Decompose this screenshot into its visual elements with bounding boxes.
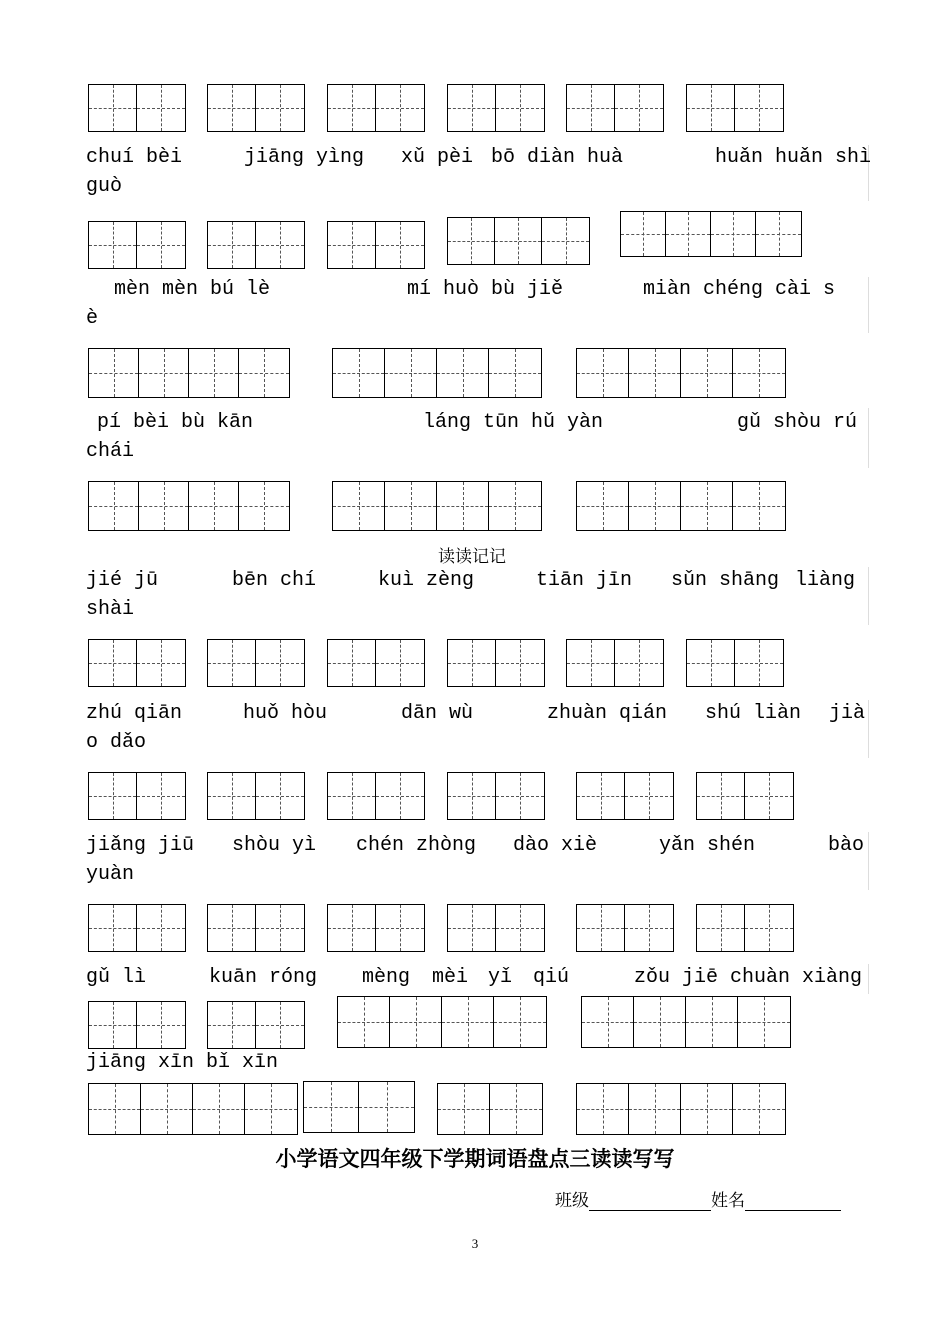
writing-grid: [207, 904, 305, 952]
pinyin-word: láng tūn hǔ yàn: [423, 411, 604, 434]
pinyin-word: huǒ hòu: [243, 702, 328, 725]
writing-grid: [620, 211, 802, 257]
writing-grid: [566, 84, 664, 132]
writing-grid: [576, 904, 674, 952]
writing-grid: [332, 481, 542, 531]
pinyin-word: chuí bèi: [86, 146, 183, 169]
class-blank[interactable]: [589, 1190, 711, 1211]
writing-grid: [327, 221, 425, 269]
writing-grid: [88, 1001, 186, 1049]
writing-grid: [576, 1083, 786, 1135]
pinyin-word: shòu yì: [232, 834, 317, 857]
writing-grid: [207, 772, 305, 820]
writing-grid: [337, 996, 547, 1048]
pinyin-word: dān wù: [401, 702, 474, 725]
pinyin-word: mèn mèn bú lè: [114, 278, 271, 301]
name-label: 姓名: [711, 1191, 745, 1210]
writing-grid: [327, 84, 425, 132]
pinyin-word: jiāng yìng: [244, 146, 365, 169]
pinyin-word: dào xiè: [513, 834, 598, 857]
writing-grid: [686, 639, 784, 687]
pinyin-word: guò: [86, 175, 123, 198]
writing-grid: [88, 84, 186, 132]
pinyin-word: o dǎo: [86, 731, 147, 754]
name-blank[interactable]: [745, 1190, 841, 1211]
class-label: 班级: [555, 1191, 589, 1210]
pinyin-word: gǔ shòu rú: [737, 411, 858, 434]
writing-grid: [696, 904, 794, 952]
writing-grid: [447, 84, 545, 132]
pinyin-word: jié jū: [86, 569, 159, 592]
writing-grid: [303, 1081, 415, 1133]
writing-grid: [327, 639, 425, 687]
pinyin-word: zhuàn qián: [547, 702, 668, 725]
writing-grid: [88, 772, 186, 820]
writing-grid: [207, 639, 305, 687]
pinyin-word: yǎn shén: [659, 834, 756, 857]
writing-grid: [437, 1083, 543, 1135]
document-title: 小学语文四年级下学期词语盘点三读读写写: [275, 1147, 675, 1171]
pinyin-word: qiú: [533, 966, 570, 989]
writing-grid: [576, 772, 674, 820]
writing-grid: [566, 639, 664, 687]
pinyin-word: jiǎng jiū: [86, 834, 195, 857]
pinyin-word: shài: [86, 598, 135, 621]
pinyin-word: xǔ pèi: [401, 146, 474, 169]
writing-grid: [686, 84, 784, 132]
writing-grid: [696, 772, 794, 820]
writing-grid: [581, 996, 791, 1048]
writing-grid: [88, 221, 186, 269]
writing-grid: [207, 221, 305, 269]
student-info: [555, 1186, 841, 1211]
pinyin-word: shú liàn: [705, 702, 802, 725]
pinyin-word: miàn chéng cài s: [643, 278, 836, 301]
writing-grid: [447, 639, 545, 687]
pinyin-word: tiān jīn: [536, 569, 633, 592]
pinyin-word: chái: [86, 440, 135, 463]
pinyin-word: jià: [829, 702, 866, 725]
writing-grid: [207, 1001, 305, 1049]
writing-grid: [88, 1083, 298, 1135]
pinyin-word: mèng: [362, 966, 411, 989]
writing-grid: [327, 772, 425, 820]
writing-grid: [332, 348, 542, 398]
writing-grid: [88, 639, 186, 687]
writing-grid: [447, 217, 590, 265]
writing-grid: [88, 904, 186, 952]
pinyin-word: mèi: [432, 966, 469, 989]
pinyin-word: bēn chí: [232, 569, 317, 592]
writing-grid: [576, 481, 786, 531]
writing-grid: [447, 772, 545, 820]
pinyin-word: yǐ: [488, 966, 513, 989]
pinyin-word: chén zhòng: [356, 834, 477, 857]
pinyin-word: bō diàn huà: [491, 146, 624, 169]
writing-grid: [88, 348, 290, 398]
pinyin-word: pí bèi bù kān: [97, 411, 254, 434]
pinyin-word: zhú qiān: [86, 702, 183, 725]
pinyin-word: è: [86, 307, 99, 330]
pinyin-word: kuān róng: [209, 966, 318, 989]
pinyin-word: yuàn: [86, 863, 135, 886]
pinyin-word: zǒu jiē chuàn xiàng: [634, 966, 863, 989]
pinyin-word: gǔ lì: [86, 966, 147, 989]
writing-grid: [447, 904, 545, 952]
pinyin-word: jiāng xīn bǐ xīn: [86, 1051, 279, 1074]
section-title: 读读记记: [438, 547, 506, 566]
writing-grid: [327, 904, 425, 952]
pinyin-word: kuì zèng: [378, 569, 475, 592]
pinyin-word: mí huò bù jiě: [407, 278, 564, 301]
writing-grid: [88, 481, 290, 531]
pinyin-word: bào: [828, 834, 865, 857]
pinyin-word: liàng: [795, 569, 856, 592]
pinyin-word: sǔn shāng: [671, 569, 780, 592]
writing-grid: [207, 84, 305, 132]
pinyin-word: huǎn huǎn shì: [715, 146, 872, 169]
page-number: 3: [471, 1236, 479, 1251]
writing-grid: [576, 348, 786, 398]
